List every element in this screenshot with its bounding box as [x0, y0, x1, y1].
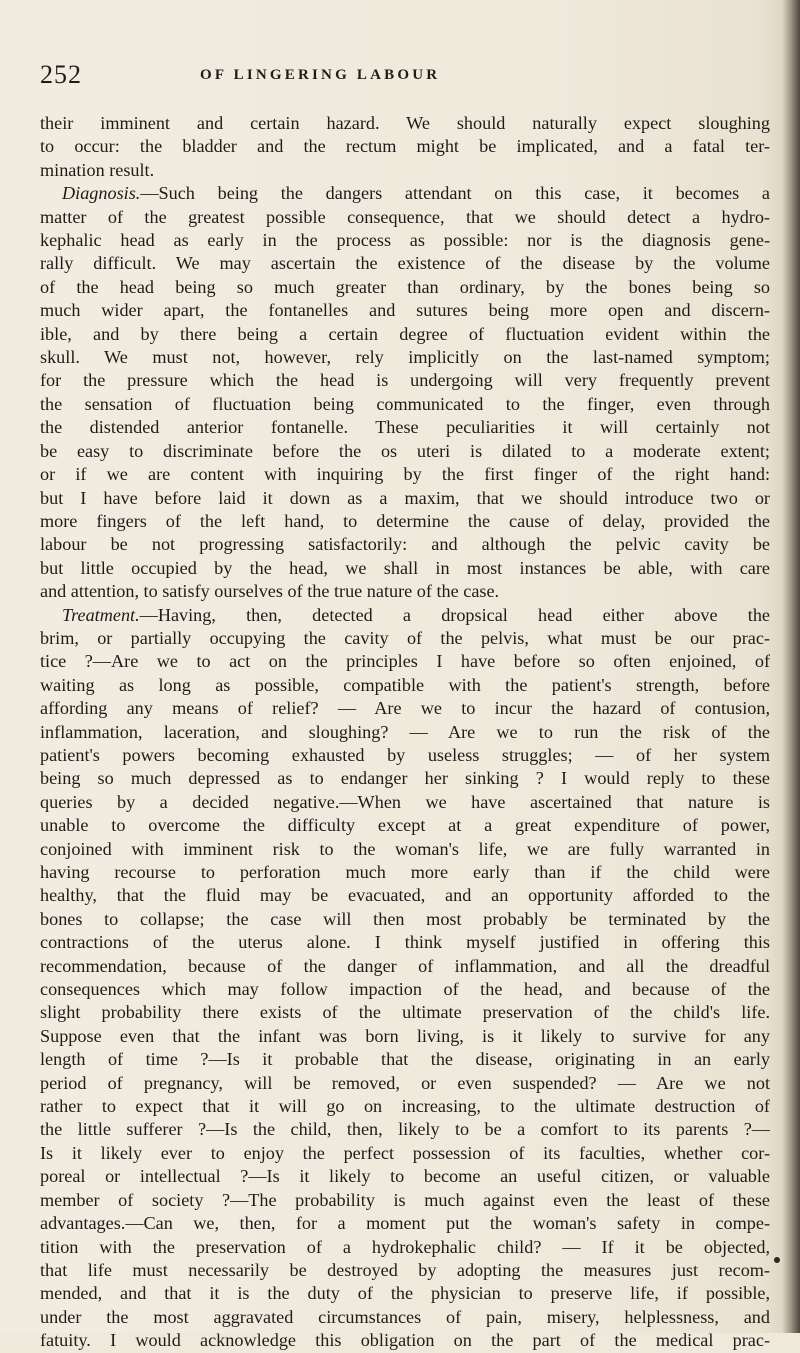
text-line [40, 604, 770, 627]
text-line [40, 182, 770, 205]
text-line: advantages.—Can we, then, for a moment put the woman's safety in compe- [40, 1213, 770, 1234]
text-line: but I have before laid it down as a maxim, that we should introduce two or [40, 487, 770, 508]
text-line: period of pregnancy, will be removed, or even suspended? — Are we not [40, 1072, 770, 1093]
text-line: kephalic head as early in the process as possible: nor is the diagnosis gene- [40, 230, 770, 251]
text-line: slight probability there exists of the ultimate preservation of the child's life. [40, 1002, 770, 1023]
text-line: brim, or partially occupying the cavity of the pelvis, what must be our prac- [40, 627, 770, 648]
text-line: mination result. [40, 159, 155, 180]
section-lead-diagnosis: Diagnosis. [62, 183, 141, 204]
text-line: to occur: the bladder and the rectum might be implicated, and a fatal ter- [40, 136, 770, 157]
text-line: member of society ?—The probability is much against even the least of these [40, 1189, 770, 1210]
text-line: the sensation of fluctuation being communicated to the finger, even through [40, 393, 770, 414]
ink-speck [774, 1257, 780, 1263]
text-line: for the pressure which the head is undergoing will very frequently prevent [40, 370, 770, 391]
text-line: unable to overcome the difficulty except at a great expenditure of power, [40, 815, 770, 836]
text-line: mended, and that it is the duty of the physician to preserve life, if possible, [40, 1283, 770, 1304]
text-line: consequences which may follow impaction of the head, and because of the [40, 979, 770, 1000]
text-line: the distended anterior fontanelle. These peculiarities it will certainly not [40, 417, 770, 438]
text-line: queries by a decided negative.—When we have ascertained that nature is [40, 791, 770, 812]
text-line: rather to expect that it will go on increasing, to the ultimate destruction of [40, 1096, 770, 1117]
text-line: much wider apart, the fontanelles and sutures being more open and discern- [40, 300, 770, 321]
text-line: but little occupied by the head, we shall in most instances be able, with care [40, 557, 770, 578]
text-line: inflammation, laceration, and sloughing? — Are we to run the risk of the [40, 721, 770, 742]
text-line: poreal or intellectual ?—Is it likely to become an useful citizen, or valuable [40, 1166, 770, 1187]
text-line: being so much depressed as to endanger her sinking ? I would reply to these [40, 768, 770, 789]
text-line: length of time ?—Is it probable that the disease, originating in an early [40, 1049, 770, 1070]
text-line: recommendation, because of the danger of inflammation, and all the dreadful [40, 955, 770, 976]
body-text [40, 112, 770, 1353]
text-line: conjoined with imminent risk to the woman's life, we are fully warranted in [40, 838, 770, 859]
text-line: and attention, to satisfy ourselves of the true nature of the case. [40, 581, 500, 602]
text-line: labour be not progressing satisfactorily: and although the pelvic cavity be [40, 534, 770, 555]
text-line: bones to collapse; the case will then most probably be terminated by the [40, 908, 770, 929]
running-head: OF LINGERING LABOUR [200, 67, 441, 83]
text-line: ible, and by there being a certain degree of fluctuation evident within the [40, 323, 770, 344]
text-line: contractions of the uterus alone. I think myself justified in offering this [40, 932, 770, 953]
text-line: of the head being so much greater than ordinary, by the bones being so [40, 276, 770, 297]
text-line: tice ?—Are we to act on the principles I have before so often enjoined, of [40, 651, 770, 672]
text-line: patient's powers becoming exhausted by useless struggles; — of her system [40, 744, 770, 765]
text-line: be easy to discriminate before the os uteri is dilated to a moderate extent; [40, 440, 770, 461]
text-line: more fingers of the left hand, to determine the cause of delay, provided the [40, 510, 770, 531]
section-lead-treatment: Treatment. [62, 604, 140, 625]
text-line: under the most aggravated circumstances of pain, misery, helplessness, and [40, 1306, 770, 1327]
text-line: Suppose even that the infant was born living, is it likely to survive for any [40, 1025, 770, 1046]
text-line: healthy, that the fluid may be evacuated, and an opportunity afforded to the [40, 885, 770, 906]
text-line: affording any means of relief? — Are we to incur the hazard of contusion, [40, 698, 770, 719]
page-gutter-shadow [782, 0, 800, 1333]
text-line: Is it likely ever to enjoy the perfect possession of its faculties, whether cor- [40, 1142, 770, 1163]
text-line: that life must necessarily be destroyed by adopting the measures just recom- [40, 1259, 770, 1280]
text-line: rally difficult. We may ascertain the existence of the disease by the volume [40, 253, 770, 274]
page-header [40, 58, 770, 98]
text-line: their imminent and certain hazard. We should naturally expect sloughing [40, 113, 770, 133]
text-line: waiting as long as possible, compatible with the patient's strength, before [40, 674, 770, 695]
text-line: tition with the preservation of a hydrokephalic child? — If it be objected, [40, 1236, 770, 1257]
text-line: matter of the greatest possible consequence, that we should detect a hydro- [40, 206, 770, 227]
text-line: fatuity. I would acknowledge this obligation on the part of the medical prac- [40, 1330, 770, 1351]
text-line: skull. We must not, however, rely implicitly on the last-named symptom; [40, 347, 770, 368]
text-line-content: —Having, then, detected a dropsical head either above the [139, 604, 770, 625]
text-line: the little sufferer ?—Is the child, then, likely to be a comfort to its parents ?— [40, 1119, 770, 1140]
text-line-content: —Such being the dangers attendant on this case, it becomes a [140, 183, 770, 204]
page-number: 252 [40, 60, 82, 89]
text-line: or if we are content with inquiring by the first finger of the right hand: [40, 464, 770, 485]
text-line: having recourse to perforation much more early than if the child were [40, 862, 770, 882]
